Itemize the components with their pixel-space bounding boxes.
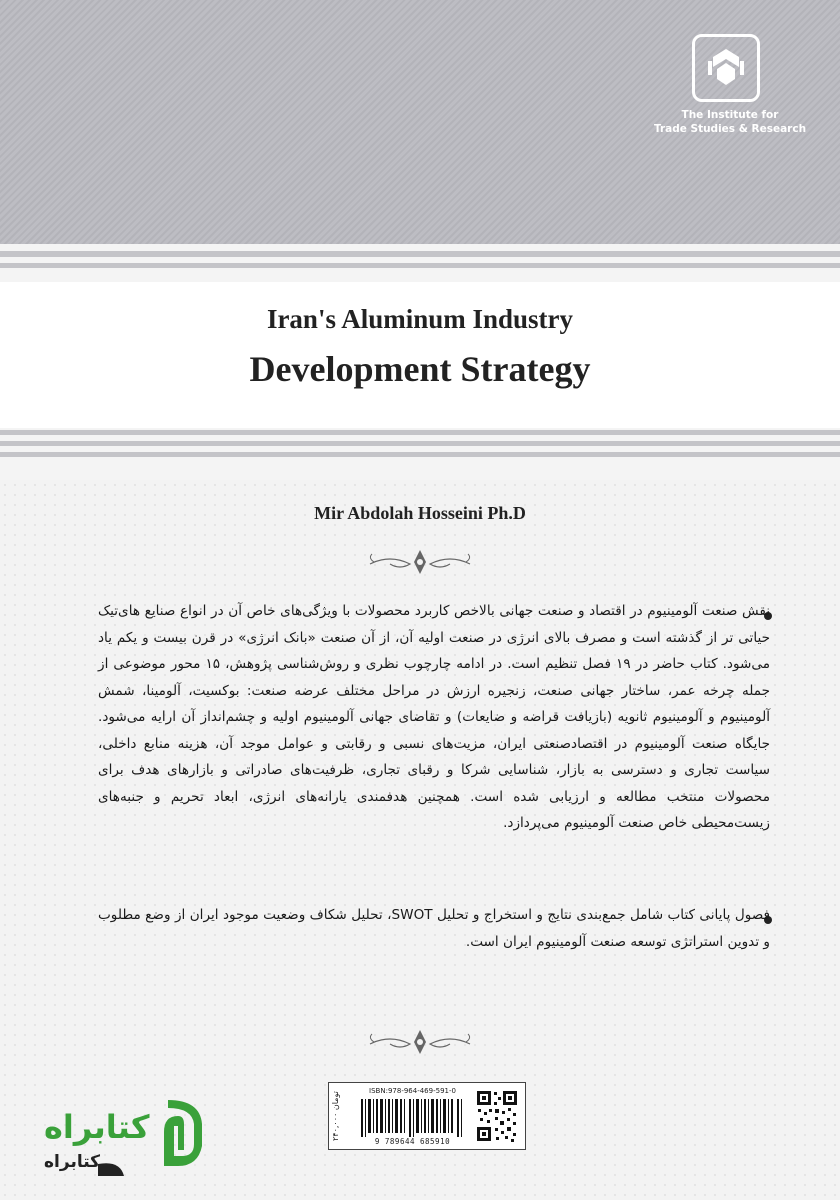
publisher-name [640, 108, 820, 136]
isbn-label: ISBN:978-964-469-591-0 [369, 1087, 456, 1095]
barcode-box [328, 1082, 526, 1150]
top-stripes [0, 251, 840, 274]
ornament-divider-icon [360, 542, 480, 582]
price-label: ۲۴۰,۰۰۰ تومان [331, 1091, 340, 1141]
watermark-text-small: کتابراه [44, 1152, 101, 1172]
institute-logo-icon [692, 34, 760, 102]
ornament-divider-bottom-icon [360, 1022, 480, 1062]
qr-code-icon [475, 1089, 519, 1143]
publisher-line2: Trade Studies & Research [653, 123, 807, 135]
paragraph-2: فصول پایانی کتاب شامل جمع‌بندی نتایج و استخراج و تحلیل SWOT، تحلیل شکاف وضعیت موجود ایران از وضع مطلوب و تدوین استراتژی توسعه صنعت آلومینیوم ایران است. [98, 907, 771, 950]
barcode-number: 9 789644 685910 [374, 1137, 451, 1146]
barcode-icon [361, 1099, 465, 1137]
bottom-stripes [0, 430, 840, 463]
watermark-text-large: کتابراه [44, 1108, 150, 1146]
publisher-line1: The Institute for [681, 109, 779, 121]
paragraph-1: نقش صنعت آلومینیوم در اقتصاد و صنعت جهانی بالاخص کاربرد محصولات با ویژگی‌های خاص آن در انواع صنایع های‌تیک حیاتی تر از گذشته است و مصرف بالای انرژی در صنعت اولیه آن، از آن صنعت «بانک انرژی» در قرن بیست و یکم یاد می‌شود. کتاب حاضر در ۱۹ فصل تنظیم است. در ادامه چارچوب نظری و روش‌شناسی پژوهش، ۱۵ محور موضوعی از جمله چرخه عمر، ساختار جهانی صنعت، زنجیره ارزش در مراحل مختلف عرضه صنعت: بوکسیت، آلومینا، شمش آلومینیوم و آلومینیوم ثانویه (بازیافت قراضه و ضایعات) و تقاضای جهانی آلومینیوم اولیه و چشم‌انداز آن ارایه می‌شود. جایگاه صنعت آلومینیوم در اقتصادصنعتی ایران، مزیت‌های نسبی و رقابتی و عوامل موجد آن، هزینه منابع داخلی، سیاست تجاری و دسترسی به بازار، شناسایی شرکا و رقبای تجاری، ظرفیت‌های صادراتی و بازارهای هدف برای محصولات منتخب مطالعه و ارزیابی شده است. همچنین هدفمندی یارانه‌های انرژی، ابعاد تحریم و جنبه‌های زیست‌محیطی خاص صنعت آلومینیوم می‌پردازد. [98, 603, 771, 831]
author-name: Mir Abdolah Hosseini Ph.D [314, 503, 526, 523]
book-title-line1: Iran's Aluminum Industry [266, 304, 574, 334]
book-title-line2: Development Strategy [249, 349, 591, 389]
